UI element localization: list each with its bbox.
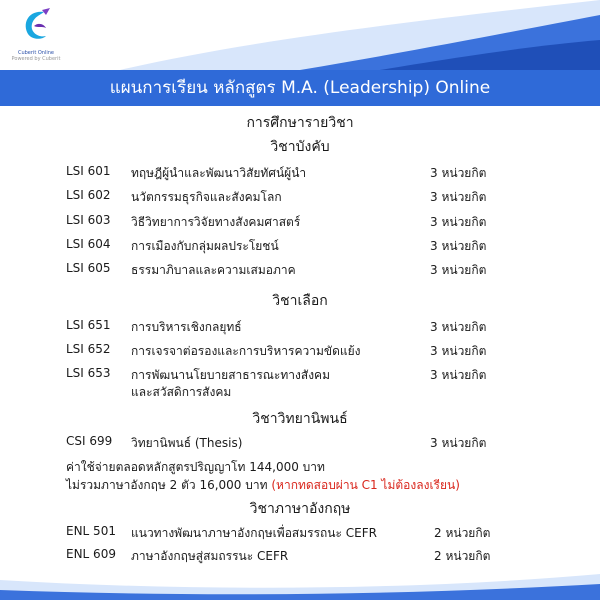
course-code: ENL 609 (66, 547, 116, 561)
course-credits: 3 หน่วยกิต (430, 190, 487, 204)
course-credits: 3 หน่วยกิต (430, 344, 487, 358)
brand-logo (6, 6, 66, 66)
course-code: LSI 604 (66, 237, 111, 251)
course-name: แนวทางพัฒนาภาษาอังกฤษเพื่อสมรรถนะ CEFR (131, 526, 377, 540)
course-name: การพัฒนานโยบายสาธารณะทางสังคม (131, 368, 330, 382)
course-name: ทฤษฎีผู้นำและพัฒนาวิสัยทัศน์ผู้นำ (131, 166, 307, 180)
bottom-wave-decoration (0, 560, 600, 600)
course-credits: 3 หน่วยกิต (430, 320, 487, 334)
course-name: วิทยานิพนธ์ (Thesis) (131, 436, 243, 450)
course-code: LSI 603 (66, 213, 111, 227)
course-code: LSI 651 (66, 318, 111, 332)
section-title-elective: วิชาเลือก (272, 293, 328, 309)
course-credits: 2 หน่วยกิต (434, 526, 491, 540)
course-credits: 2 หน่วยกิต (434, 549, 491, 563)
logo-icon (16, 6, 56, 46)
course-code: CSI 699 (66, 434, 113, 448)
banner-title: แผนการเรียน หลักสูตร M.A. (Leadership) Online (109, 78, 491, 98)
course-credits: 3 หน่วยกิต (430, 239, 487, 253)
logo-tagline: Powered by Cuberit (11, 56, 61, 62)
course-name: การบริหารเชิงกลยุทธ์ (131, 320, 242, 334)
course-code: LSI 601 (66, 164, 111, 178)
fee-english-note: (หากทดสอบผ่าน C1 ไม่ต้องลงเรียน) (271, 478, 460, 492)
top-wave-decoration (0, 0, 600, 70)
section-title-thesis: วิชาวิทยานิพนธ์ (252, 411, 348, 427)
course-name: การเมืองกับกลุ่มผลประโยชน์ (131, 239, 279, 253)
course-code: LSI 652 (66, 342, 111, 356)
course-name: การเจรจาต่อรองและการบริหารความขัดแย้ง (131, 344, 361, 358)
course-credits: 3 หน่วยกิต (430, 263, 487, 277)
section-title-english: วิชาภาษาอังกฤษ (249, 501, 351, 517)
course-name: วิธีวิทยาการวิจัยทางสังคมศาสตร์ (131, 215, 301, 229)
course-credits: 3 หน่วยกิต (430, 166, 487, 180)
course-code: LSI 602 (66, 188, 111, 202)
fee-english-text: ไม่รวมภาษาอังกฤษ 2 ตัว 16,000 บาท (66, 478, 268, 492)
fee-english (66, 476, 460, 495)
logo-name: Cuberit Online (17, 50, 55, 56)
course-credits: 3 หน่วยกิต (430, 436, 487, 450)
course-code: LSI 653 (66, 366, 111, 380)
fee-total: ค่าใช้จ่ายตลอดหลักสูตรปริญญาโท 144,000 บาท (66, 460, 325, 474)
course-name-line2: และสวัสดิการสังคม (131, 385, 232, 399)
program-banner (0, 70, 600, 106)
overview-title: การศึกษารายวิชา (246, 115, 354, 131)
course-credits: 3 หน่วยกิต (430, 215, 487, 229)
section-title-required: วิชาบังคับ (270, 139, 330, 155)
course-name: นวัตกรรมธุรกิจและสังคมโลก (131, 190, 282, 204)
course-name: ธรรมาภิบาลและความเสมอภาค (131, 263, 296, 277)
course-code: ENL 501 (66, 524, 116, 538)
course-name: ภาษาอังกฤษสู่สมถรรนะ CEFR (131, 549, 289, 563)
course-credits: 3 หน่วยกิต (430, 368, 487, 382)
course-code: LSI 605 (66, 261, 111, 275)
